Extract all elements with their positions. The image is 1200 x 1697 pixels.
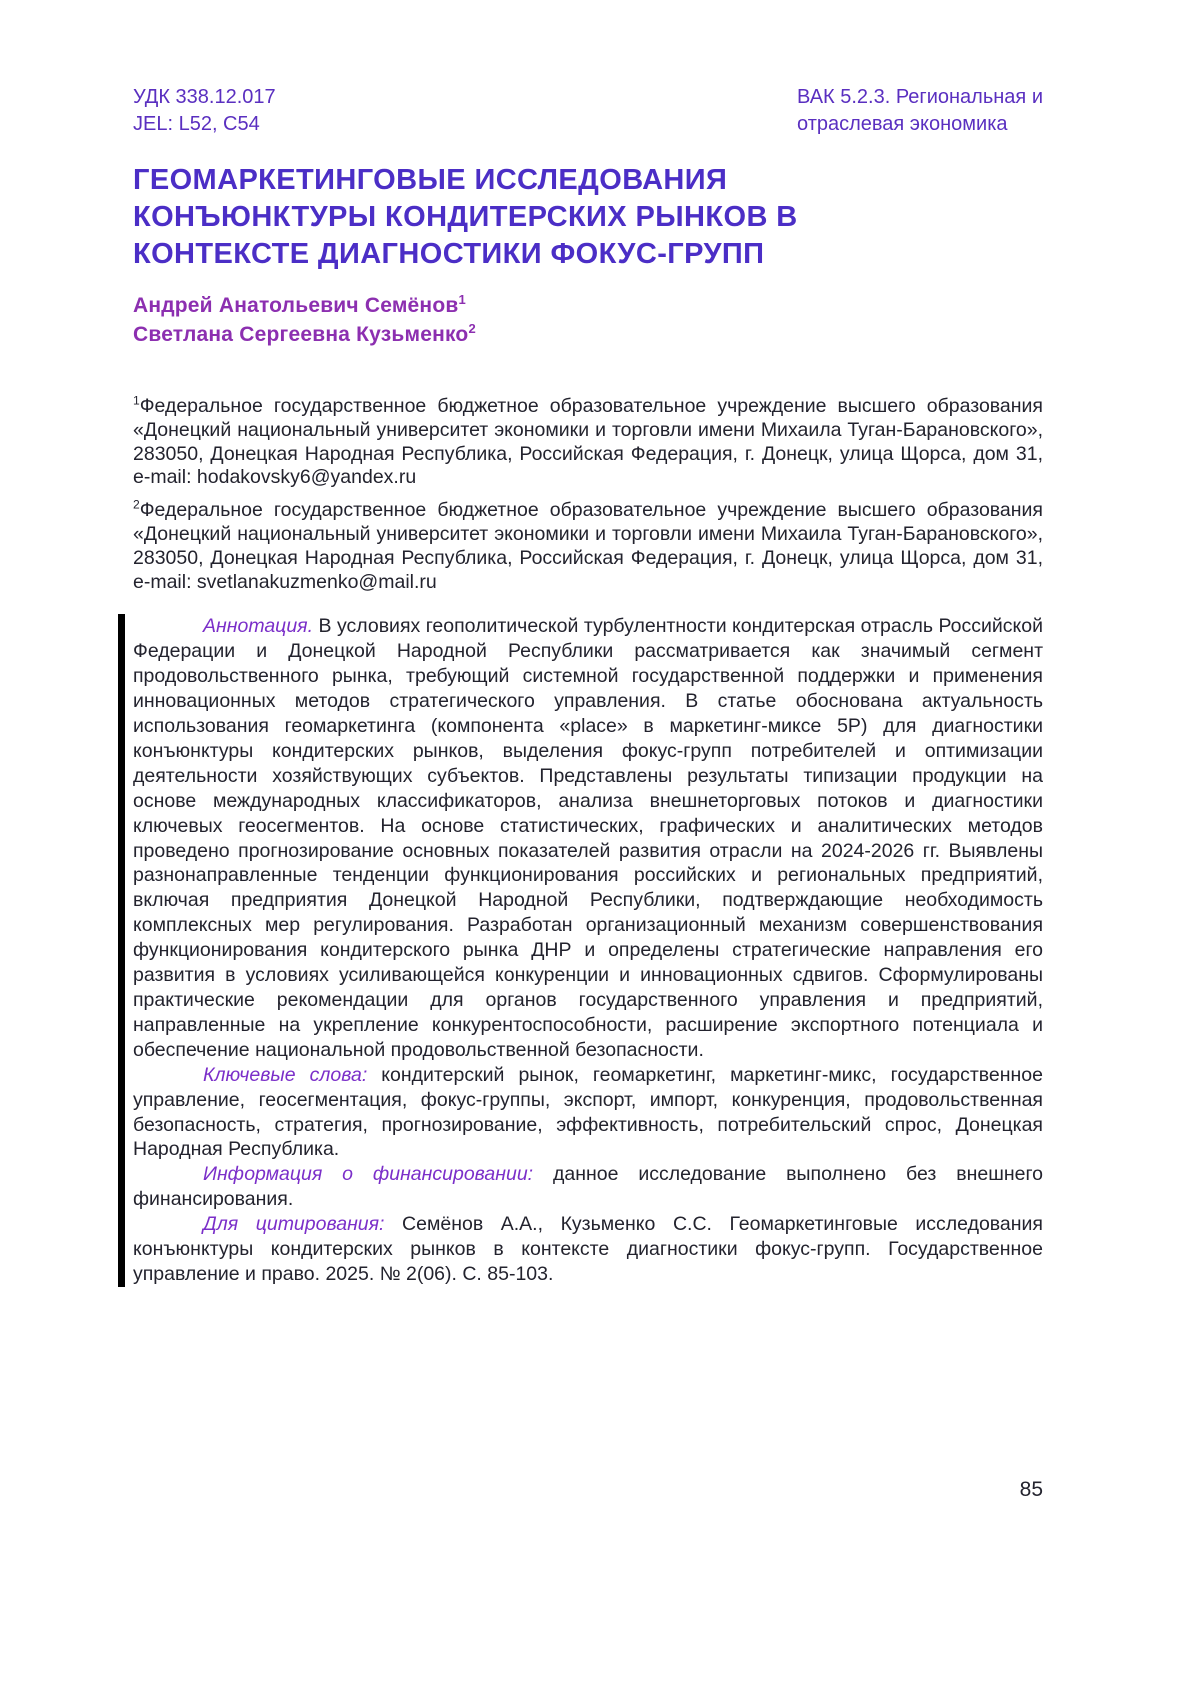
- title-line-2: КОНЪЮНКТУРЫ КОНДИТЕРСКИХ РЫНКОВ В: [133, 201, 798, 233]
- funding-label: Информация о финансировании:: [203, 1163, 534, 1186]
- abstract-block: [118, 614, 1043, 1286]
- vak-line-1: ВАК 5.2.3. Региональная и: [797, 86, 1043, 108]
- article-title: [133, 162, 1043, 273]
- page-number: 85: [1019, 1478, 1043, 1501]
- author-2-sup: 2: [468, 321, 476, 336]
- keywords-label: Ключевые слова:: [203, 1063, 368, 1086]
- affiliations: [133, 395, 1043, 594]
- affiliation-1-text: Федеральное государственное бюджетное образовательное учреждение высшего образования «Донецкий национальный университет экономики и торговли имени Михаила Туган-Барановского», 283050, Донецкая Народная Республика, Российская Федерация, г. Донецк, улица Щорса, дом 31, e-mail: hodakovsky6@yandex.ru: [133, 395, 1043, 489]
- abstract-label: Аннотация.: [203, 615, 314, 638]
- affiliation-1-sup: 1: [133, 393, 140, 408]
- affiliation-1: [133, 395, 1043, 490]
- authors: [133, 291, 1043, 349]
- affiliation-2: [133, 499, 1043, 594]
- citation-paragraph: [133, 1212, 1043, 1287]
- vak-code: [797, 84, 1043, 138]
- author-2: [133, 320, 1043, 349]
- author-1-name: Андрей Анатольевич Семёнов: [133, 294, 459, 317]
- udk-code: УДК 338.12.017: [133, 86, 276, 108]
- abstract-text: В условиях геополитической турбулентности кондитерская отрасль Российской Федерации и Донецкой Народной Республики рассматривается как значимый сегмент продовольственного рынка, требующий системной государственной поддержки и применения инновационных методов стратегического управления. В статье обоснована актуальность использования геомаркетинга (компонента «place» в маркетинг-миксе 5P) для диагностики конъюнктуры кондитерских рынков, выделения фокус-групп потребителей и оптимизации деятельности хозяйствующих субъектов. Представлены результаты типизации продукции на основе международных классификаторов, анализа внешнеторговых потоков и диагностики ключевых геосегментов. На основе статистических, графических и аналитических методов проведено прогнозирование основных показателей развития отрасли на 2024-2026 гг. Выявлены разнонаправленные тенденции функционирования российских и региональных предприятий, включая предприятия Донецкой Народной Республики, подтверждающие необходимость комплексных мер регулирования. Разработан организационный механизм совершенствования функционирования кондитерского рынка ДНР и определены стратегические направления его развития в условиях усиливающейся конкуренции и инновационных сдвигов. Сформулированы практические рекомендации для органов государственного управления и предприятий, направленные на укрепление конкурентоспособности, расширение экспортного потенциала и обеспечение национальной продовольственной безопасности.: [133, 615, 1043, 1061]
- author-2-name: Светлана Сергеевна Кузьменко: [133, 323, 469, 346]
- author-1: [133, 291, 1043, 320]
- keywords-text: кондитерский рынок, геомаркетинг, маркетинг-микс, государственное управление, геосегментация, фокус-группы, экспорт, импорт, конкуренция, продовольственная безопасность, стратегия, прогнозирование, эффективность, потребительский спрос, Донецкая Народная Республика.: [133, 1063, 1043, 1161]
- citation-label: Для цитирования:: [203, 1213, 385, 1236]
- classification-codes: [133, 84, 276, 138]
- funding-text: данное исследование выполнено без внешнего финансирования.: [133, 1163, 1043, 1211]
- affiliation-2-sup: 2: [133, 497, 140, 512]
- title-line-1: ГЕОМАРКЕТИНГОВЫЕ ИССЛЕДОВАНИЯ: [133, 164, 728, 196]
- funding-paragraph: [133, 1162, 1043, 1212]
- jel-code: JEL: L52, C54: [133, 113, 260, 135]
- affiliation-2-text: Федеральное государственное бюджетное образовательное учреждение высшего образования «Донецкий национальный университет экономики и торговли имени Михаила Туган-Барановского», 283050, Донецкая Народная Республика, Российская Федерация, г. Донецк, улица Щорса, дом 31, e-mail: svetlanakuzmenko@mail.ru: [133, 499, 1043, 593]
- vak-line-2: отраслевая экономика: [797, 113, 1008, 135]
- title-line-3: КОНТЕКСТЕ ДИАГНОСТИКИ ФОКУС-ГРУПП: [133, 238, 765, 270]
- abstract-paragraph: [133, 614, 1043, 1062]
- meta-row: [133, 84, 1043, 138]
- author-1-sup: 1: [458, 292, 466, 307]
- citation-text: Семёнов А.А., Кузьменко С.С. Геомаркетинговые исследования конъюнктуры кондитерских рынков в контексте диагностики фокус-групп. Государственное управление и право. 2025. № 2(06). С. 85-103.: [133, 1213, 1043, 1285]
- keywords-paragraph: [133, 1063, 1043, 1163]
